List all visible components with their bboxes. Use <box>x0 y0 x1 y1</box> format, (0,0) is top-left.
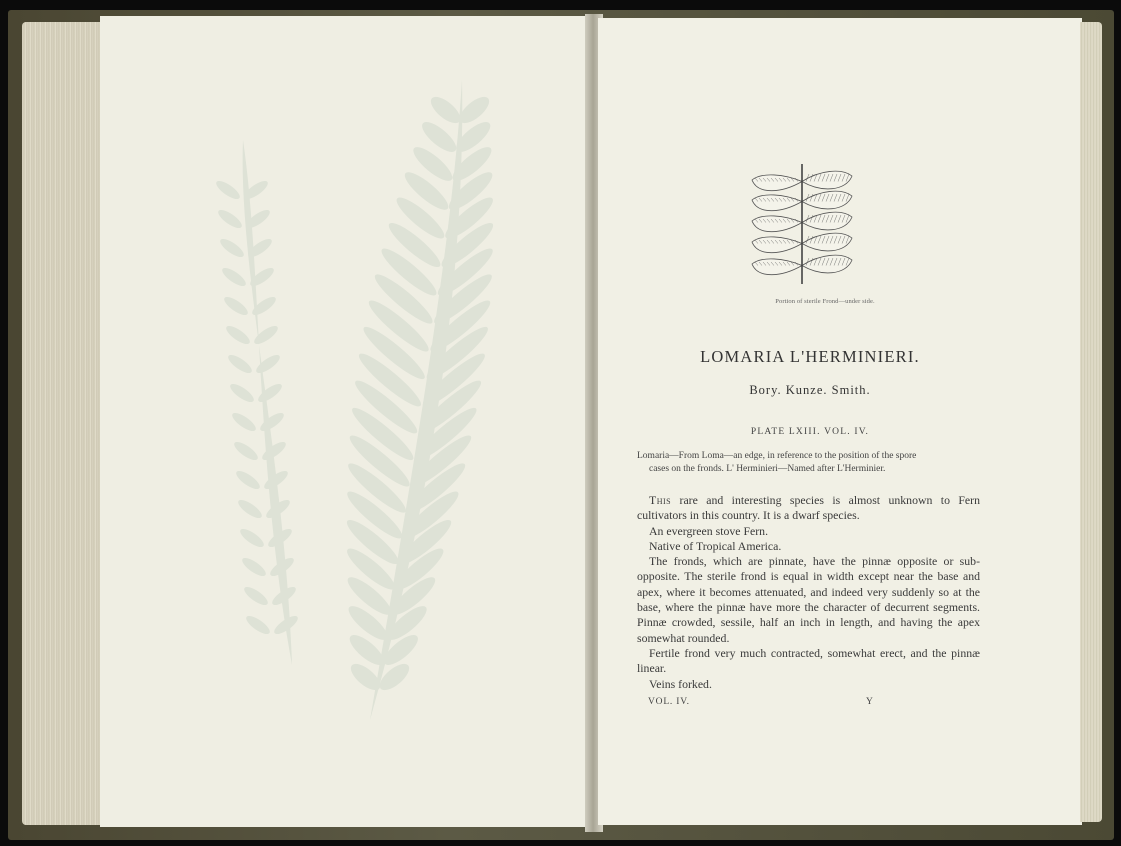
paragraph-intro <box>637 493 980 524</box>
paragraph-fertile: Fertile frond very much contracted, somewhat erect, and the pinnæ linear. <box>637 645 980 676</box>
ghost-pinna <box>256 381 285 405</box>
sterile-frond-illustration <box>742 160 867 285</box>
ghost-pinna <box>224 323 253 347</box>
pinna-shape <box>752 237 802 253</box>
ghost-pinna <box>427 92 465 127</box>
ghost-pinna <box>252 323 281 347</box>
paragraph-intro-text: rare and interesting species is almost unknown to Fern cultivators in this country. It is a dwarf species. <box>637 493 980 523</box>
plate-reference: PLATE LXIII. VOL. IV. <box>750 427 870 437</box>
etymology-line-2: cases on the fronds. L' Herminieri—Named after L'Herminier. <box>649 464 886 474</box>
lead-word: This <box>649 493 672 507</box>
ghost-pinna <box>214 178 243 202</box>
ghost-pinna <box>236 497 265 521</box>
paragraph-habit: An evergreen stove Fern. <box>649 523 769 538</box>
ghost-pinna <box>240 555 269 579</box>
ghost-pinna <box>234 468 263 492</box>
pinna-shape <box>752 259 802 275</box>
ghost-pinna <box>220 265 249 289</box>
etymology-note <box>637 450 980 476</box>
species-title: LOMARIA L'HERMINIERI. <box>700 347 920 366</box>
volume-footer: VOL. IV. <box>648 697 690 707</box>
paragraph-fronds: The fronds, which are pinnate, have the pinnæ opposite or sub-opposite. The sterile frond is equal in width except near the base and apex, where it becomes attenuated, and indeed very suddenly so at the base, where the pinnæ have more the character of decurrent segments. Pinnæ crowded, sessile, half an inch in length, and having the apex somewhat rounded. <box>637 554 980 645</box>
pinna-shape <box>752 216 802 232</box>
pinna-shape <box>752 175 802 191</box>
etymology-line-1: Lomaria—From Loma—an edge, in reference to the position of the spore <box>637 451 917 461</box>
ghost-pinna <box>230 410 259 434</box>
ghost-pinna <box>218 236 247 260</box>
paragraph-native: Native of Tropical America. <box>649 538 782 553</box>
ghost-pinna <box>242 584 271 608</box>
pinna-shape <box>802 191 852 209</box>
ghost-pinna <box>254 352 283 376</box>
pinna-shape <box>802 233 852 251</box>
description-text <box>637 493 980 692</box>
authorities: Bory. Kunze. Smith. <box>749 383 871 397</box>
ghost-pinna <box>244 613 273 637</box>
ghost-pinna <box>258 410 287 434</box>
pinna-shape <box>802 255 852 273</box>
ghost-pinna <box>238 526 267 550</box>
ghost-pinna <box>232 439 261 463</box>
ghost-pinna <box>228 381 257 405</box>
signature-mark: Y <box>866 697 873 707</box>
ghost-pinna <box>226 352 255 376</box>
ghost-pinna <box>216 207 245 231</box>
paragraph-veins: Veins forked. <box>649 676 712 691</box>
pinna-shape <box>802 171 852 189</box>
pinna-shape <box>752 195 802 211</box>
ghost-pinna <box>222 294 251 318</box>
pinna-shape <box>802 212 852 230</box>
figure-caption: Portion of sterile Frond—under side. <box>775 298 875 305</box>
